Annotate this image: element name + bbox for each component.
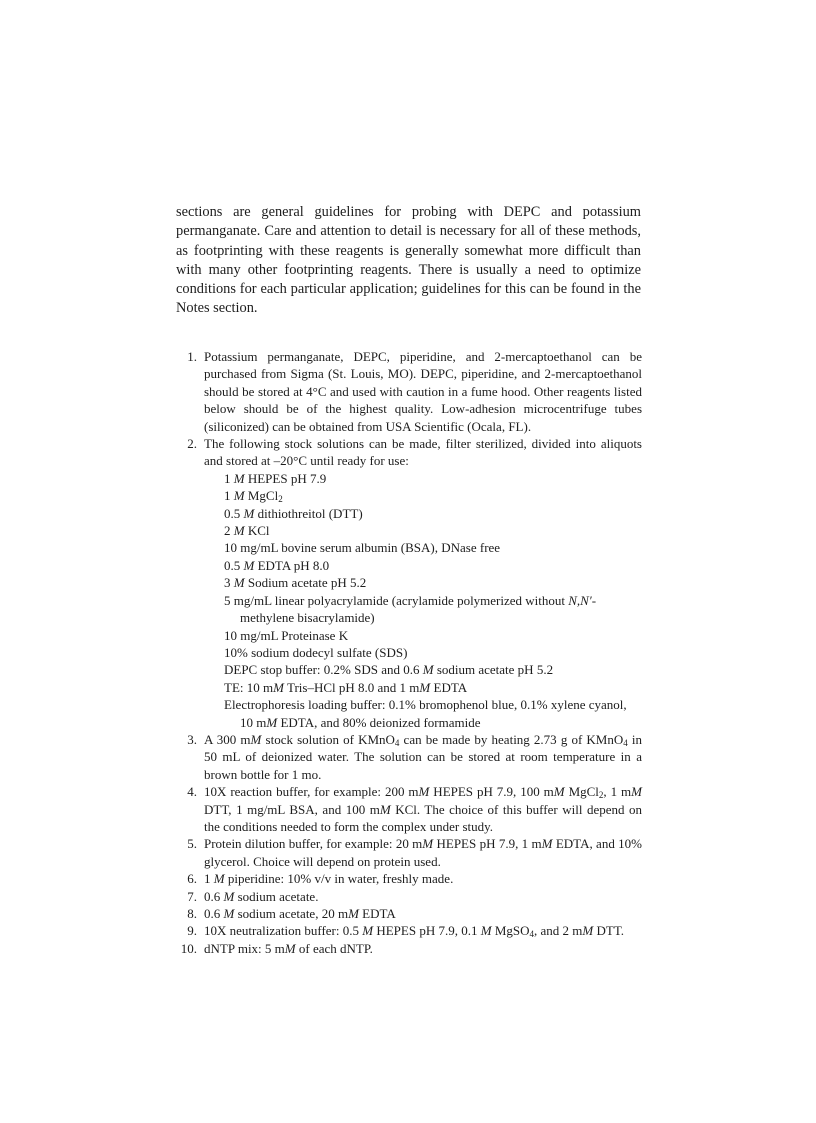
list-item	[176, 835, 642, 870]
intro-paragraph: sections are general guidelines for probing with DEPC and potassium permanganate. Care and attention to detail is necessary for all of these methods, as footprinting with these reagents is generally somewhat more difficult than with many other footprinting reagents. There is usually a need to optimize conditions for each particular application; guidelines for this can be found in the Notes section.	[176, 204, 641, 317]
item-text: 0.6 M sodium acetate.	[204, 888, 319, 904]
item-text: 1 M piperidine: 10% v/v in water, freshly made.	[204, 871, 454, 887]
stock-solution: 10 mg/mL Proteinase K	[224, 627, 349, 643]
item-text: Protein dilution buffer, for example: 20 mM HEPES pH 7.9, 1 mM EDTA, and 10% glycerol. Choice will depend on protein used.	[204, 836, 643, 869]
stock-solution: 2 M KCl	[224, 523, 270, 539]
stock-solution: 5 mg/mL linear polyacrylamide (acrylamide polymerized without N,N′-methylene bisacrylamide)	[224, 592, 597, 626]
materials-list	[176, 348, 642, 957]
stock-solution: 0.5 M EDTA pH 8.0	[224, 557, 330, 573]
stock-solution: DEPC stop buffer: 0.2% SDS and 0.6 M sodium acetate pH 5.2	[224, 662, 554, 678]
stock-solution: 0.5 M dithiothreitol (DTT)	[224, 505, 363, 521]
list-item	[176, 348, 642, 435]
item-text: The following stock solutions can be made, filter sterilized, divided into aliquots and stored at –20°C until ready for use:	[204, 436, 642, 469]
list-item	[176, 435, 642, 731]
item-number: 10.	[180, 940, 197, 956]
stock-solutions-list	[204, 470, 642, 731]
stock-solution: 10% sodium dodecyl sulfate (SDS)	[224, 644, 408, 660]
item-text: 0.6 M sodium acetate, 20 mM EDTA	[204, 906, 396, 921]
item-number: 9.	[187, 923, 197, 939]
item-number: 5.	[187, 836, 197, 852]
list-item	[176, 888, 642, 905]
stock-solution: 3 M Sodium acetate pH 5.2	[224, 575, 367, 591]
item-text: 10X reaction buffer, for example: 200 mM HEPES pH 7.9, 100 mM MgCl$_2$, 1 mM DTT, 1 mg/mL BSA, and 100 mM KCl. The choice of this buffer will depend on the conditions needed to form the complex under study.	[204, 784, 642, 834]
list-item	[176, 870, 642, 887]
item-number: 2.	[187, 436, 197, 452]
item-text: A 300 mM stock solution of KMnO$_4$ can be made by heating 2.73 g of KMnO$_4$ in 50 mL of deionized water. The solution can be stored at room temperature in a brown bottle for 1 mo.	[204, 731, 642, 782]
item-number: 7.	[187, 888, 197, 904]
item-number: 3.	[187, 731, 197, 747]
list-item	[176, 940, 642, 957]
stock-solution: 1 M MgCl$_2$	[224, 488, 283, 505]
stock-solution: TE: 10 mM Tris–HCl pH 8.0 and 1 mM EDTA	[224, 679, 468, 695]
item-number: 8.	[187, 906, 197, 921]
item-text: Potassium permanganate, DEPC, piperidine, and 2-mercaptoethanol can be purchased from Sigma (St. Louis, MO). DEPC, piperidine, and 2-mercaptoethanol should be stored at 4°C and used with caution in a fume hood. Other reagents listed below should be of the highest quality. Low-adhesion microcentrifuge tubes (siliconized) can be obtained from USA Scientific (Ocala, FL).	[204, 349, 642, 434]
stock-solution: 1 M HEPES pH 7.9	[224, 470, 327, 486]
item-number: 6.	[187, 871, 197, 887]
list-item	[176, 905, 642, 922]
stock-solution: 10 mg/mL bovine serum albumin (BSA), DNase free	[224, 540, 501, 556]
item-text: dNTP mix: 5 mM of each dNTP.	[204, 940, 373, 956]
item-text: 10X neutralization buffer: 0.5 M HEPES pH 7.9, 0.1 M MgSO$_4$, and 2 mM DTT.	[204, 923, 625, 940]
item-number: 4.	[187, 784, 197, 800]
list-item	[176, 922, 642, 939]
stock-solution: Electrophoresis loading buffer: 0.1% bromophenol blue, 0.1% xylene cyanol, 10 mM EDTA, and 80% deionized formamide	[224, 697, 627, 730]
item-number: 1.	[187, 349, 197, 364]
list-item	[176, 731, 642, 783]
list-item	[176, 783, 642, 835]
